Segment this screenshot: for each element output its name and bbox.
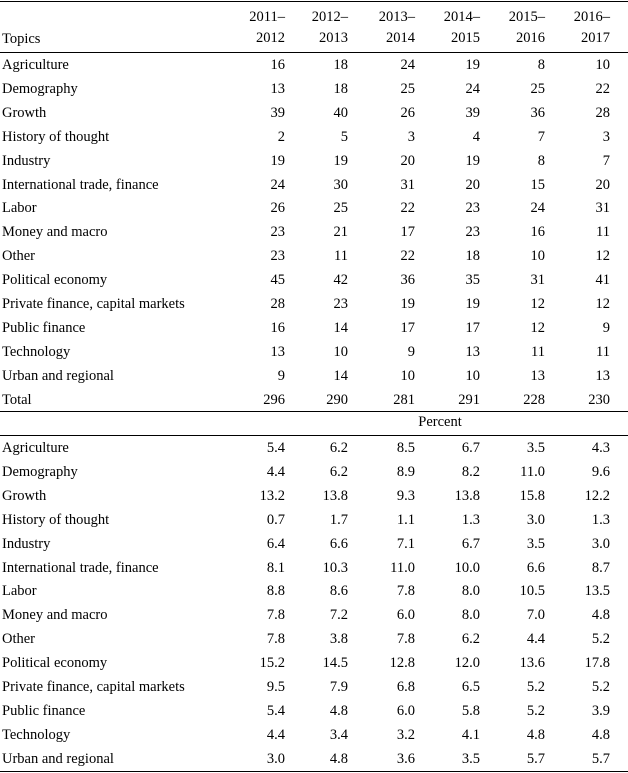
topic-label: International trade, finance [2, 559, 159, 576]
year-header: 2014– 2015 [443, 9, 480, 46]
count-cell: 296 [263, 391, 285, 408]
count-cell: 13 [595, 367, 610, 384]
count-cell: 14 [333, 319, 348, 336]
count-cell: 18 [333, 57, 348, 73]
percent-cell: 7.2 [329, 607, 348, 624]
percent-cell: 9.6 [591, 463, 610, 480]
percent-cell: 8.5 [396, 440, 415, 456]
count-cell: 36 [530, 104, 545, 121]
count-cell: 10 [333, 343, 348, 360]
percent-cell: 8.8 [266, 583, 285, 600]
topic-label: Industry [2, 152, 51, 169]
percent-cell: 5.8 [461, 702, 480, 719]
count-cell: 26 [270, 200, 285, 217]
percent-cell: 3.8 [329, 631, 348, 648]
percent-cell: 5.4 [266, 702, 285, 719]
percent-cell: 7.8 [396, 631, 415, 648]
percent-cell: 4.8 [526, 726, 545, 743]
percent-cell: 8.7 [591, 559, 610, 576]
percent-cell: 13.6 [519, 655, 545, 672]
percent-cell: 4.3 [591, 440, 610, 456]
count-cell: 42 [333, 272, 348, 289]
percent-cell: 6.6 [329, 535, 348, 552]
count-cell: 40 [333, 104, 348, 121]
count-cell: 22 [400, 200, 415, 217]
count-cell: 35 [465, 272, 480, 289]
percent-cell: 13.2 [259, 487, 285, 504]
topic-label: Industry [2, 535, 51, 552]
count-cell: 10 [595, 57, 610, 73]
percent-cell: 8.2 [461, 463, 480, 480]
count-cell: 22 [595, 80, 610, 97]
count-cell: 16 [270, 57, 285, 73]
percent-cell: 1.3 [591, 511, 610, 528]
count-cell: 24 [400, 57, 415, 73]
count-cell: 31 [595, 200, 610, 217]
count-cell: 12 [530, 296, 545, 312]
count-cell: 10 [400, 367, 415, 384]
topic-label: Public finance [2, 702, 86, 719]
count-cell: 291 [458, 391, 480, 408]
percent-cell: 6.4 [266, 535, 285, 552]
percent-cell: 4.8 [591, 607, 610, 624]
bottom-rule [0, 771, 628, 772]
percent-cell: 13.5 [584, 583, 610, 600]
count-cell: 23 [465, 224, 480, 241]
count-cell: 8 [537, 57, 545, 73]
percent-cell: 11.0 [390, 559, 415, 576]
count-cell: 30 [333, 176, 348, 193]
percent-cell: 6.8 [396, 679, 415, 695]
count-cell: 8 [537, 152, 545, 169]
count-cell: 3 [602, 128, 610, 145]
topic-label: Technology [2, 726, 71, 743]
year-header: 2013– 2014 [378, 9, 415, 46]
count-cell: 9 [602, 319, 610, 336]
percent-cell: 7.1 [396, 535, 415, 552]
topic-label: International trade, finance [2, 176, 159, 193]
year-header: 2015– 2016 [508, 9, 545, 46]
count-cell: 26 [400, 104, 415, 121]
percent-cell: 8.0 [461, 583, 480, 600]
count-cell: 21 [333, 224, 348, 241]
topic-label: Demography [2, 463, 78, 480]
count-cell: 41 [595, 272, 610, 289]
percent-cell: 3.5 [526, 440, 545, 456]
count-cell: 16 [270, 319, 285, 336]
percent-cell: 10.5 [519, 583, 545, 600]
count-cell: 12 [530, 319, 545, 336]
topic-label: History of thought [2, 128, 110, 145]
percent-cell: 6.0 [396, 702, 415, 719]
percent-cell: 10.0 [454, 559, 480, 576]
percent-cell: 12.8 [389, 655, 415, 672]
count-cell: 19 [465, 152, 480, 169]
count-cell: 19 [465, 57, 480, 73]
percent-cell: 7.8 [396, 583, 415, 600]
percent-cell: 4.8 [329, 750, 348, 767]
count-cell: 39 [465, 104, 480, 121]
count-cell: 23 [333, 296, 348, 312]
count-cell: 23 [465, 200, 480, 217]
percent-cell: 5.2 [591, 631, 610, 648]
percent-cell: 10.3 [322, 559, 348, 576]
year-header: 2011– 2012 [249, 9, 285, 46]
count-cell: 24 [530, 200, 545, 217]
count-cell: 10 [530, 248, 545, 265]
count-cell: 13 [270, 343, 285, 360]
count-cell: 16 [530, 224, 545, 241]
percent-cell: 3.0 [591, 535, 610, 552]
percent-cell: 1.3 [461, 511, 480, 528]
count-cell: 228 [523, 391, 545, 408]
percent-cell: 3.5 [461, 750, 480, 767]
percent-cell: 15.8 [519, 487, 545, 504]
count-cell: 36 [400, 272, 415, 289]
percent-cell: 3.2 [396, 726, 415, 743]
count-cell: 9 [277, 367, 285, 384]
count-cell: 18 [465, 248, 480, 265]
count-cell: 25 [333, 200, 348, 217]
topic-label: Private finance, capital markets [2, 296, 185, 312]
topic-label: Labor [2, 200, 37, 217]
percent-cell: 7.9 [329, 679, 348, 695]
topic-label: History of thought [2, 511, 110, 528]
count-cell: 23 [270, 248, 285, 265]
count-cell: 20 [595, 176, 610, 193]
percent-cell: 5.2 [591, 679, 610, 695]
topic-label: Urban and regional [2, 367, 114, 384]
percent-cell: 4.8 [329, 702, 348, 719]
percent-cell: 9.5 [266, 679, 285, 695]
topic-label: Growth [2, 104, 47, 121]
count-cell: 45 [270, 272, 285, 289]
percent-cell: 11.0 [520, 463, 545, 480]
count-cell: 11 [596, 224, 610, 241]
topic-label: Labor [2, 583, 37, 600]
percent-cell: 6.2 [329, 463, 348, 480]
percent-cell: 6.2 [461, 631, 480, 648]
percent-cell: 6.0 [396, 607, 415, 624]
percent-cell: 1.1 [396, 511, 415, 528]
count-cell: 17 [400, 319, 415, 336]
count-cell: 11 [596, 343, 610, 360]
topic-label: Public finance [2, 319, 86, 336]
count-cell: 17 [400, 224, 415, 241]
topic-label: Money and macro [2, 607, 108, 624]
percent-cell: 13.8 [454, 487, 480, 504]
count-cell: 13 [530, 367, 545, 384]
topic-label: Urban and regional [2, 750, 114, 767]
percent-cell: 15.2 [259, 655, 285, 672]
percent-cell: 17.8 [584, 655, 610, 672]
percent-cell: 12.0 [454, 655, 480, 672]
count-cell: 9 [407, 343, 415, 360]
count-cell: 20 [400, 152, 415, 169]
percent-cell: 7.0 [526, 607, 545, 624]
count-cell: 17 [465, 319, 480, 336]
count-cell: 25 [530, 80, 545, 97]
topic-label: Political economy [2, 272, 108, 289]
count-cell: 28 [270, 296, 285, 312]
topic-label: Money and macro [2, 224, 108, 241]
count-cell: 20 [465, 176, 480, 193]
count-cell: 7 [537, 128, 545, 145]
count-cell: 28 [595, 104, 610, 121]
count-cell: 19 [333, 152, 348, 169]
count-cell: 4 [472, 128, 480, 145]
count-cell: 2 [277, 128, 285, 145]
topic-label: Other [2, 248, 36, 265]
count-cell: 31 [530, 272, 545, 289]
count-cell: 3 [407, 128, 415, 145]
percent-cell: 7.8 [266, 607, 285, 624]
percent-cell: 5.7 [591, 750, 610, 767]
year-header: 2016– 2017 [573, 9, 610, 46]
top-rule [0, 1, 628, 2]
count-cell: 13 [465, 343, 480, 360]
count-cell: 290 [326, 391, 348, 408]
count-cell: 24 [465, 80, 480, 97]
count-cell: 12 [595, 296, 610, 312]
topic-label: Private finance, capital markets [2, 679, 185, 695]
percent-cell: 3.5 [526, 535, 545, 552]
topic-label: Agriculture [2, 57, 69, 73]
count-cell: 14 [333, 367, 348, 384]
percent-cell: 12.2 [584, 487, 610, 504]
count-cell: 19 [465, 296, 480, 312]
percent-cell: 8.1 [266, 559, 285, 576]
count-cell: 7 [602, 152, 610, 169]
percent-cell: 7.8 [266, 631, 285, 648]
count-cell: 12 [595, 248, 610, 265]
percent-cell: 5.7 [526, 750, 545, 767]
topic-label: Other [2, 631, 36, 648]
percent-cell: 6.7 [461, 535, 480, 552]
percent-cell: 1.7 [329, 511, 348, 528]
percent-cell: 4.4 [266, 726, 285, 743]
percent-cell: 8.0 [461, 607, 480, 624]
percent-cell: 4.8 [591, 726, 610, 743]
count-cell: 5 [340, 128, 348, 145]
count-cell: 23 [270, 224, 285, 241]
count-cell: 39 [270, 104, 285, 121]
percent-cell: 6.6 [526, 559, 545, 576]
percent-cell: 6.7 [461, 440, 480, 456]
percent-cell: 9.3 [396, 487, 415, 504]
percent-cell: 0.7 [266, 511, 285, 528]
percent-cell: 6.5 [461, 679, 480, 695]
topic-label: Technology [2, 343, 71, 360]
percent-cell: 4.4 [526, 631, 545, 648]
percent-cell: 3.0 [266, 750, 285, 767]
count-cell: 230 [588, 391, 610, 408]
percent-cell: 3.6 [396, 750, 415, 767]
topic-label: Growth [2, 487, 47, 504]
count-cell: 19 [270, 152, 285, 169]
count-cell: 18 [333, 80, 348, 97]
count-cell: 11 [334, 248, 348, 265]
percent-cell: 13.8 [322, 487, 348, 504]
percent-label: Percent [418, 414, 462, 430]
percent-cell: 4.4 [266, 463, 285, 480]
topics-header: Topics [2, 31, 41, 47]
count-cell: 10 [465, 367, 480, 384]
percent-cell: 14.5 [322, 655, 348, 672]
year-header: 2012– 2013 [311, 9, 348, 46]
count-cell: 15 [530, 176, 545, 193]
count-cell: 22 [400, 248, 415, 265]
percent-cell: 4.1 [461, 726, 480, 743]
count-cell: 11 [531, 343, 545, 360]
percent-cell: 5.2 [526, 679, 545, 695]
percent-cell: 3.9 [591, 702, 610, 719]
topic-label: Political economy [2, 655, 108, 672]
percent-cell: 3.4 [329, 726, 348, 743]
total-label: Total [2, 391, 32, 408]
count-cell: 31 [400, 176, 415, 193]
percent-cell: 5.2 [526, 702, 545, 719]
count-cell: 24 [270, 176, 285, 193]
topic-label: Demography [2, 80, 78, 97]
count-cell: 19 [400, 296, 415, 312]
count-cell: 281 [393, 391, 415, 408]
percent-cell: 8.9 [396, 463, 415, 480]
count-cell: 13 [270, 80, 285, 97]
percent-cell: 8.6 [329, 583, 348, 600]
percent-cell: 5.4 [266, 440, 285, 456]
topic-label: Agriculture [2, 440, 69, 456]
percent-cell: 6.2 [329, 440, 348, 456]
count-cell: 25 [400, 80, 415, 97]
percent-cell: 3.0 [526, 511, 545, 528]
